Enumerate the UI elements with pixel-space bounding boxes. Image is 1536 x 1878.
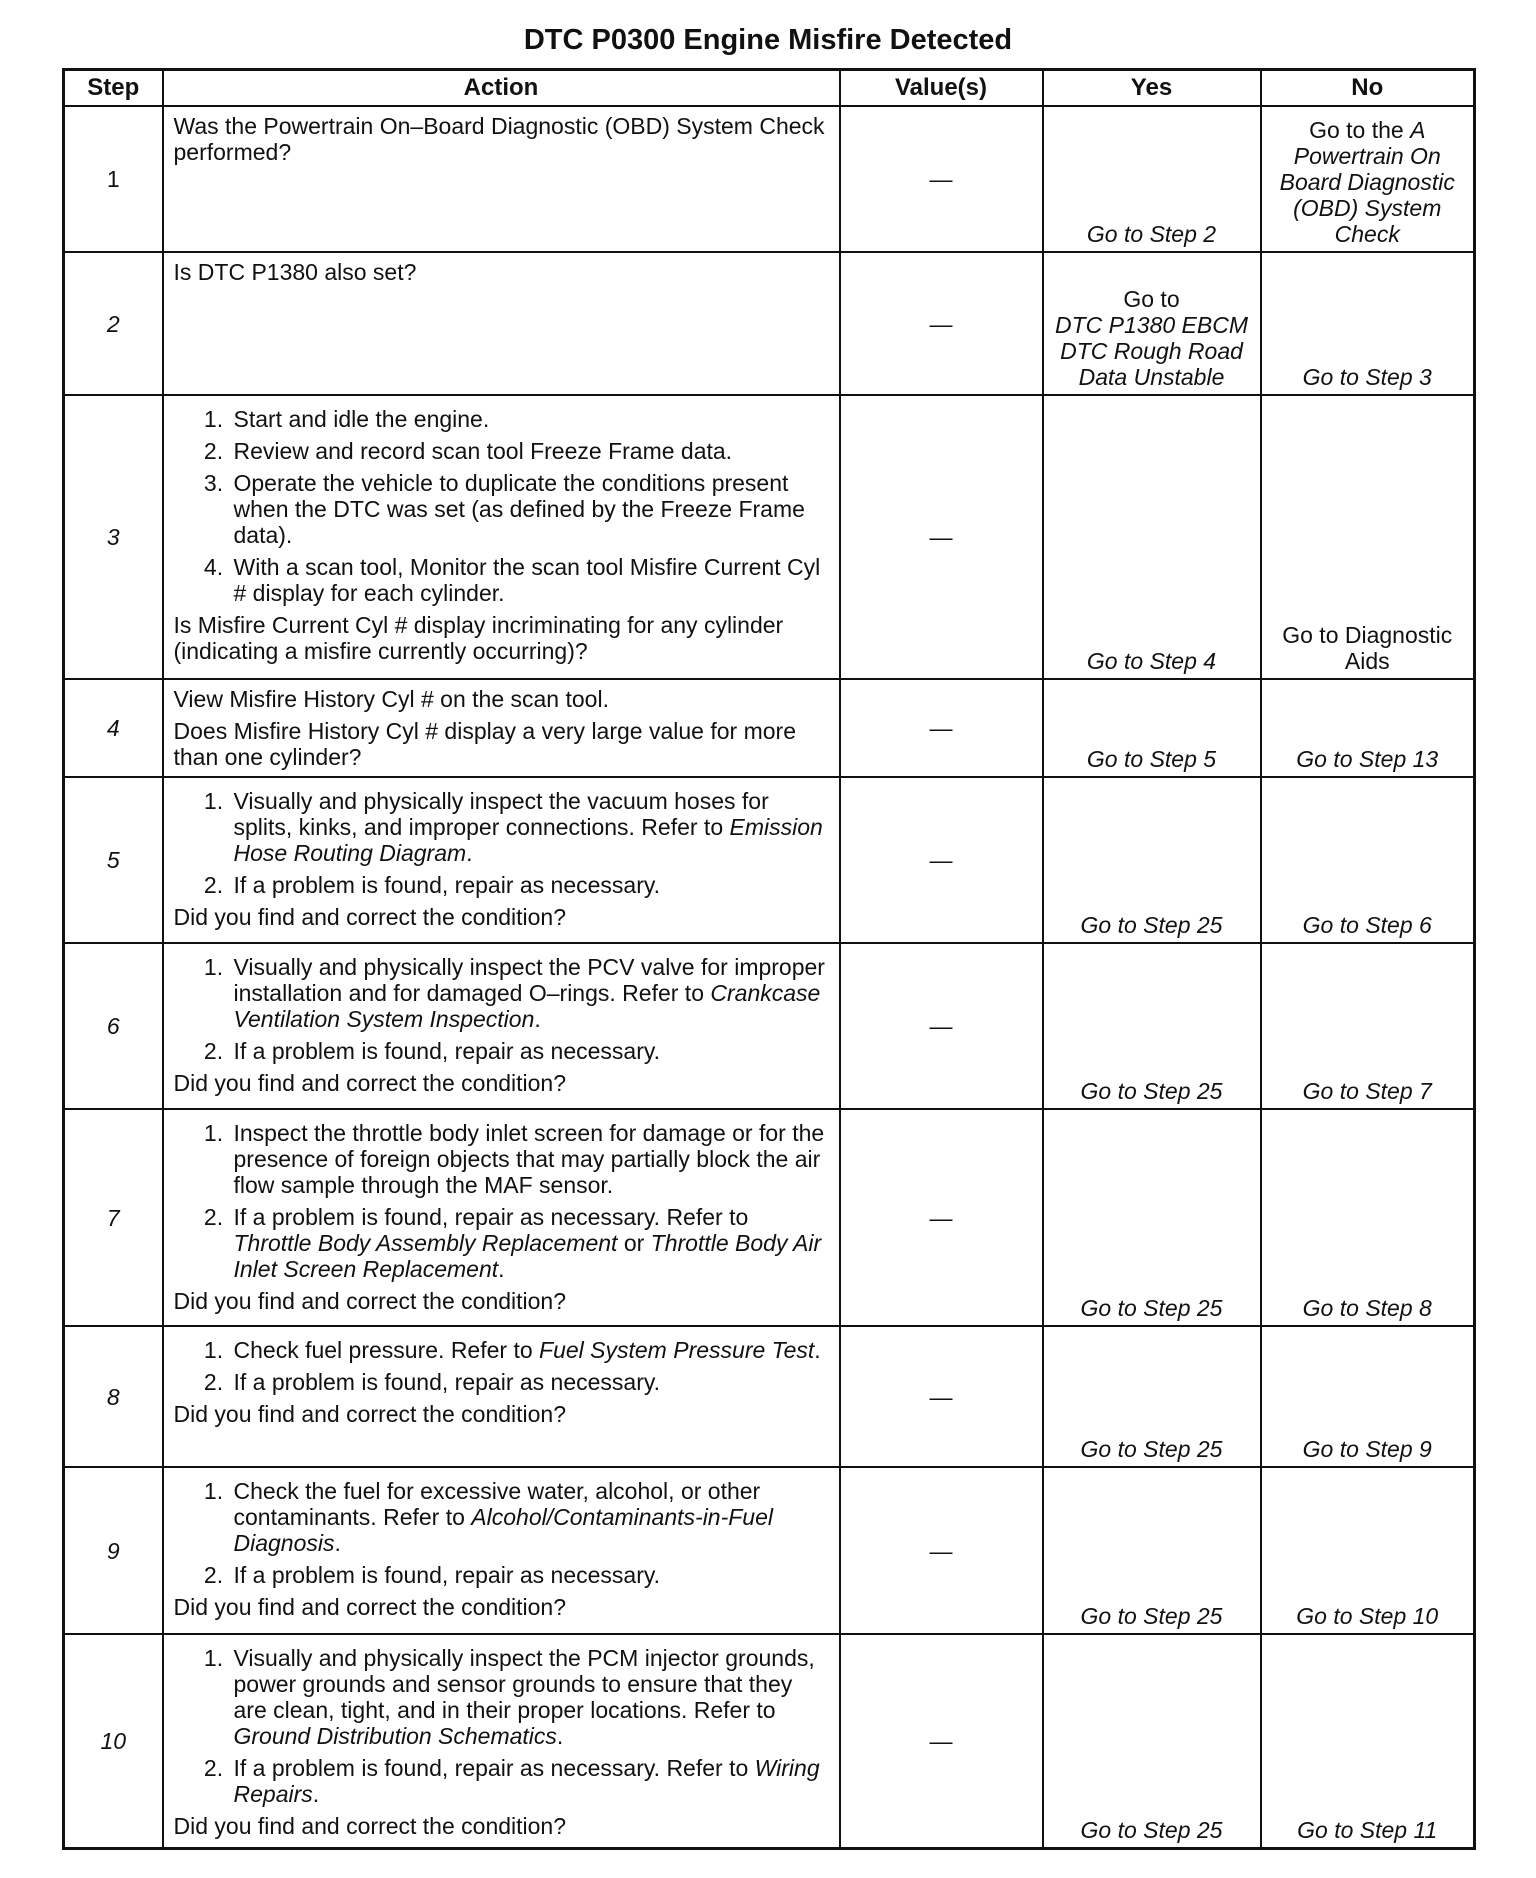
step-number: 1	[64, 106, 163, 252]
question-text: Did you find and correct the condition?	[173, 1070, 567, 1096]
action-cell	[163, 1109, 840, 1326]
action-cell	[163, 777, 840, 943]
table-row	[64, 252, 1475, 395]
list-item	[230, 1645, 831, 1749]
item-text: Check fuel pressure. Refer to	[233, 1337, 540, 1363]
table-row	[64, 1467, 1475, 1634]
list-item: 2. If a problem is found, repair as necessary.	[230, 1369, 831, 1395]
table-row	[64, 106, 1475, 252]
step-number: 8	[64, 1326, 163, 1467]
item-text: .	[334, 1530, 341, 1556]
yes-reference: DTC P1380 EBCM DTC Rough Road Data Unstable	[1054, 312, 1248, 390]
yes-cell	[1043, 252, 1261, 395]
table-row	[64, 1634, 1475, 1848]
no-cell: Go to Step 6	[1261, 777, 1475, 943]
table-row	[64, 943, 1475, 1109]
item-text: .	[534, 1006, 541, 1032]
no-cell	[1261, 106, 1475, 252]
action-list	[174, 1478, 831, 1588]
value-cell: —	[840, 1634, 1043, 1848]
header-action: Action	[163, 70, 840, 107]
action-list	[174, 1120, 831, 1282]
no-cell: Go to Step 3	[1261, 252, 1475, 395]
value-cell: —	[840, 1467, 1043, 1634]
list-item	[230, 1755, 831, 1807]
item-text: Check the fuel for excessive water, alcohol, or other contaminants. Refer to	[233, 1478, 761, 1530]
action-list	[174, 1645, 831, 1807]
step-number: 4	[64, 679, 163, 777]
yes-cell: Go to Step 4	[1043, 395, 1261, 679]
page-title: DTC P0300 Engine Misfire Detected	[523, 24, 1013, 56]
item-reference: Throttle Body Air Inlet Screen Replacement	[233, 1230, 822, 1282]
action-cell	[163, 943, 840, 1109]
no-cell: Go to Step 9	[1261, 1326, 1475, 1467]
list-item	[230, 1478, 831, 1556]
item-text: .	[498, 1256, 505, 1282]
value-cell: —	[840, 943, 1043, 1109]
question-text: Did you find and correct the condition?	[173, 1594, 567, 1620]
step-number: 7	[64, 1109, 163, 1326]
item-reference: Emission Hose Routing Diagram	[233, 814, 823, 866]
item-reference: Fuel System Pressure Test	[539, 1337, 815, 1363]
value-cell: —	[840, 1326, 1043, 1467]
yes-cell: Go to Step 5	[1043, 679, 1261, 777]
no-reference: A Powertrain On Board Diagnostic (OBD) System Check	[1279, 117, 1455, 247]
yes-cell: Go to Step 25	[1043, 777, 1261, 943]
no-cell: Go to Step 13	[1261, 679, 1475, 777]
diagnostic-table	[62, 68, 1476, 1850]
item-text: .	[466, 840, 473, 866]
list-item	[230, 788, 831, 866]
yes-cell: Go to Step 25	[1043, 943, 1261, 1109]
yes-cell: Go to Step 25	[1043, 1326, 1261, 1467]
no-cell: Go to Step 7	[1261, 943, 1475, 1109]
step-number: 10	[64, 1634, 163, 1848]
list-item: 4. With a scan tool, Monitor the scan tool Misfire Current Cyl # display for each cylinder.	[230, 554, 831, 606]
action-cell	[163, 1467, 840, 1634]
step-number: 2	[64, 252, 163, 395]
item-text: Visually and physically inspect the PCM injector grounds, power grounds and sensor grounds to ensure that they are clean, tight, and in their proper locations. Refer to	[233, 1645, 815, 1723]
item-text: Visually and physically inspect the vacuum hoses for splits, kinks, and improper connections. Refer to	[233, 788, 769, 840]
question-text: Did you find and correct the condition?	[173, 1401, 567, 1427]
item-reference: Wiring Repairs	[233, 1755, 820, 1807]
step-number: 6	[64, 943, 163, 1109]
item-text: Visually and physically inspect the PCV valve for improper installation and for damaged O–rings. Refer to	[233, 954, 825, 1006]
action-cell	[163, 1326, 840, 1467]
list-item	[230, 1204, 831, 1282]
list-item: 2. If a problem is found, repair as necessary.	[230, 872, 831, 898]
step-number: 3	[64, 395, 163, 679]
yes-cell: Go to Step 25	[1043, 1109, 1261, 1326]
yes-prefix: Go to	[1123, 286, 1180, 312]
action-list	[174, 788, 831, 898]
list-item	[230, 1337, 831, 1363]
list-item: 3. Operate the vehicle to duplicate the conditions present when the DTC was set (as defined by the Freeze Frame data).	[230, 470, 831, 548]
table-row	[64, 777, 1475, 943]
step-number: 5	[64, 777, 163, 943]
list-item	[230, 954, 831, 1032]
no-cell: Go to Step 11	[1261, 1634, 1475, 1848]
yes-cell: Go to Step 2	[1043, 106, 1261, 252]
value-cell: —	[840, 252, 1043, 395]
no-cell: Go to Step 10	[1261, 1467, 1475, 1634]
question-text: Did you find and correct the condition?	[173, 904, 567, 930]
question-text: Did you find and correct the condition?	[173, 1288, 567, 1314]
list-item: 2. Review and record scan tool Freeze Frame data.	[230, 438, 831, 464]
table-row	[64, 1326, 1475, 1467]
item-text: .	[814, 1337, 821, 1363]
step-number: 9	[64, 1467, 163, 1634]
value-cell: —	[840, 679, 1043, 777]
yes-cell: Go to Step 25	[1043, 1467, 1261, 1634]
table-row	[64, 395, 1475, 679]
action-cell	[163, 679, 840, 777]
intro-text: View Misfire History Cyl # on the scan tool.	[173, 686, 609, 712]
list-item: 2. If a problem is found, repair as necessary.	[230, 1562, 831, 1588]
header-values: Value(s)	[840, 70, 1043, 107]
header-step: Step	[64, 70, 163, 107]
item-text: or	[617, 1230, 651, 1256]
item-reference: Crankcase Ventilation System Inspection	[233, 980, 821, 1032]
yes-cell: Go to Step 25	[1043, 1634, 1261, 1848]
question-text: Did you find and correct the condition?	[173, 1813, 567, 1839]
question-text: Is Misfire Current Cyl # display incriminating for any cylinder (indicating a misfire currently occurring)?	[173, 612, 784, 664]
item-reference: Alcohol/Contaminants-in-Fuel Diagnosis	[233, 1504, 773, 1556]
question-text: Does Misfire History Cyl # display a very large value for more than one cylinder?	[173, 718, 796, 770]
action-cell	[163, 106, 840, 252]
header-row	[64, 70, 1475, 107]
value-cell: —	[840, 777, 1043, 943]
value-cell: —	[840, 106, 1043, 252]
header-yes: Yes	[1043, 70, 1261, 107]
value-cell: —	[840, 1109, 1043, 1326]
table-row	[64, 679, 1475, 777]
item-text: .	[312, 1781, 320, 1807]
table-row	[64, 1109, 1475, 1326]
item-text: If a problem is found, repair as necessary. Refer to	[233, 1755, 755, 1781]
item-text: If a problem is found, repair as necessary. Refer to	[233, 1204, 749, 1230]
no-prefix: Go to the	[1309, 117, 1411, 143]
action-list	[174, 1337, 831, 1395]
list-item: 1. Inspect the throttle body inlet screen for damage or for the presence of foreign objects that may partially block the air flow sample through the MAF sensor.	[230, 1120, 831, 1198]
item-text: .	[556, 1723, 564, 1749]
action-cell	[163, 395, 840, 679]
action-cell	[163, 252, 840, 395]
action-list	[174, 406, 831, 606]
list-item: 1. Start and idle the engine.	[230, 406, 831, 432]
question-text: Is DTC P1380 also set?	[173, 259, 417, 285]
no-cell: Go to Diagnostic Aids	[1261, 395, 1475, 679]
no-cell: Go to Step 8	[1261, 1109, 1475, 1326]
action-cell	[163, 1634, 840, 1848]
header-no: No	[1261, 70, 1475, 107]
item-reference: Ground Distribution Schematics	[233, 1723, 557, 1749]
item-reference: Throttle Body Assembly Replacement	[233, 1230, 618, 1256]
list-item: 2. If a problem is found, repair as necessary.	[230, 1038, 831, 1064]
action-list	[174, 954, 831, 1064]
question-text: Was the Powertrain On–Board Diagnostic (OBD) System Check performed?	[173, 113, 825, 165]
value-cell: —	[840, 395, 1043, 679]
